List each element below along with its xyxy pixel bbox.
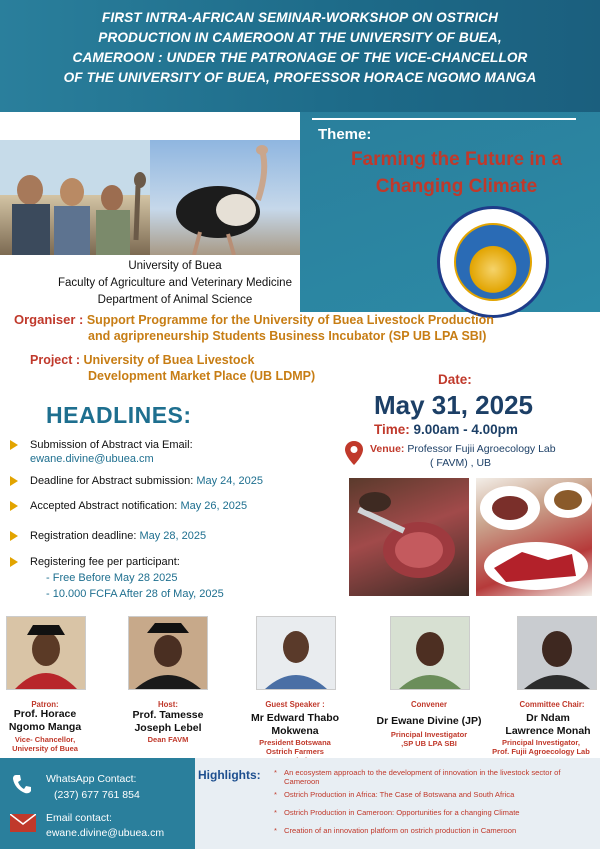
meat-plates-photo: [476, 478, 592, 596]
headline-text: Submission of Abstract via Email:: [30, 439, 193, 451]
host-photo: [128, 616, 208, 690]
institution-line: Department of Animal Science: [97, 294, 253, 306]
header-title-line: OF THE UNIVERSITY OF BUEA, PROFESSOR HORACE NGOMO MANGA: [63, 70, 537, 85]
guest-speaker-photo: [256, 616, 336, 690]
asterisk-icon: *: [274, 768, 277, 777]
students-photo: [0, 140, 150, 255]
asterisk-icon: *: [274, 826, 277, 835]
convener-photo: [390, 616, 470, 690]
person-name-line: Mokwena: [271, 725, 319, 737]
person-title-line: ,SP UB LPA SBI: [401, 739, 457, 748]
person-title-line: Vice- Chancellor,: [14, 735, 76, 744]
institution-line: University of Buea: [128, 260, 222, 272]
header-title: [10, 8, 590, 88]
person-name: [0, 708, 90, 734]
organiser-label: Organiser :: [14, 312, 84, 327]
whatsapp-label: WhatsApp Contact:: [46, 773, 137, 785]
person-role: Guest Speaker :: [265, 700, 325, 709]
header-title-line: PRODUCTION IN CAMEROON AT THE UNIVERSITY OF BUEA,: [98, 30, 502, 45]
person-name-line: Dr Ndam: [526, 712, 570, 724]
person-title-line: Ostrich Farmers: [266, 747, 324, 756]
person-role: Patron:: [31, 700, 59, 709]
headline-text: Accepted Abstract notification:: [30, 500, 178, 512]
arrow-icon: [10, 501, 18, 511]
ostrich-photo: [150, 140, 300, 255]
university-seal: [437, 206, 549, 318]
project-block: [30, 352, 360, 384]
person-role: Host:: [158, 700, 178, 709]
person-title-line: University of Buea: [12, 744, 78, 753]
person-name: [366, 715, 492, 728]
person-name-line: Mr Edward Thabo: [250, 712, 340, 724]
project-line: University of Buea Livestock: [83, 353, 255, 367]
highlight-text: An ecosystem approach to the development of innovation in the livestock sector of Cameroon: [284, 768, 561, 786]
person-title: [0, 735, 90, 753]
headline-value: May 24, 2025: [196, 475, 263, 487]
headlines-title: [46, 402, 192, 429]
person-name: [496, 712, 600, 738]
envelope-icon: [10, 814, 36, 832]
email-label: Email contact:: [46, 812, 112, 824]
person-title: [482, 738, 600, 756]
date-label: Date:: [438, 372, 472, 387]
highlight-text: Creation of an innovation platform on ostrich production in Cameroon: [284, 826, 517, 835]
theme-line: Farming the Future in a: [350, 149, 563, 170]
seal-emblem: [454, 223, 532, 301]
person-name-line: Prof. Tamesse: [132, 709, 204, 721]
person-role: Convener: [411, 700, 447, 709]
headline-text: Deadline for Abstract submission:: [30, 475, 194, 487]
headlines-title-head: HEAD: [46, 402, 114, 428]
headline-value: May 28, 2025: [139, 530, 207, 542]
patron-photo: [6, 616, 86, 690]
fee-line: - Free Before May 28 2025: [46, 572, 178, 584]
phone-icon: [12, 773, 32, 795]
person-title-line: Dean FAVM: [147, 735, 189, 744]
email-value: ewane.divine@ubuea.cm: [46, 827, 165, 839]
headline-value: ewane.divine@ubuea.cm: [30, 453, 154, 465]
committee-chair-photo: [517, 616, 597, 690]
organiser-line: and agripreneurship Students Business Incubator (SP UB LPA SBI): [88, 329, 487, 343]
headline-text: Registration deadline:: [30, 530, 137, 542]
headline-value: May 26, 2025: [180, 500, 248, 512]
highlight-text: Ostrich Production in Cameroon: Opportunities for a changing Climate: [284, 808, 520, 817]
person-role: Committee Chair:: [519, 700, 585, 709]
person-name-line: Prof. Horace: [13, 708, 77, 720]
asterisk-icon: *: [274, 790, 277, 799]
person-name: [234, 712, 356, 738]
event-time: 9.00am - 4.00pm: [413, 422, 518, 437]
highlights-label: Highlights:: [198, 768, 261, 782]
person-title-line: Principal Investigator: [390, 730, 468, 739]
venue-line: ( FAVM) , UB: [430, 457, 492, 469]
time-row: [374, 422, 518, 437]
person-title: [116, 735, 220, 744]
header-title-line: FIRST INTRA-AFRICAN SEMINAR-WORKSHOP ON OSTRICH: [101, 10, 499, 25]
highlight-text: Ostrich Production in Africa: The Case of Botswana and South Africa: [284, 790, 515, 799]
institution-line: Faculty of Agriculture and Veterinary Medicine: [58, 277, 292, 289]
meat-carving-photo: [349, 478, 469, 596]
arrow-icon: [10, 557, 18, 567]
person-name-line: Ngomo Manga: [8, 721, 82, 733]
divider: [312, 118, 576, 120]
theme-text: [314, 146, 599, 200]
venue-label: Venue:: [370, 443, 405, 455]
headlines-title-tail: LINES:: [113, 402, 192, 428]
venue-line: Professor Fujii Agroecology Lab: [407, 443, 556, 455]
arrow-icon: [10, 531, 18, 541]
person-name-line: Joseph Lebel: [134, 722, 202, 734]
event-date: May 31, 2025: [374, 390, 534, 420]
organiser-line: Support Programme for the University of Buea Livestock Production: [86, 313, 494, 327]
person-title-line: Principal Investigator,: [502, 738, 580, 747]
header-title-line: CAMEROON : UNDER THE PATRONAGE OF THE VICE-CHANCELLOR: [72, 50, 528, 65]
fee-line: - 10.000 FCFA After 28 of May, 2025: [46, 588, 224, 600]
organiser-block: [14, 312, 594, 344]
person-name: [116, 709, 220, 735]
person-name-line: Lawrence Monah: [505, 725, 591, 737]
arrow-icon: [10, 476, 18, 486]
theme-label: Theme:: [318, 126, 372, 143]
person-title-line: Prof. Fujii Agroecology Lab: [492, 747, 590, 756]
arrow-icon: [10, 440, 18, 450]
person-title: [372, 730, 486, 748]
project-line: Development Market Place (UB LDMP): [88, 369, 316, 383]
headline-text: Registering fee per participant:: [30, 556, 180, 568]
location-pin-icon: [344, 440, 364, 466]
institution-block: [10, 258, 340, 309]
person-title-line: President Botswana: [259, 738, 331, 747]
project-label: Project :: [30, 353, 81, 367]
time-label: Time:: [374, 422, 410, 437]
theme-line: Changing Climate: [375, 176, 538, 197]
whatsapp-value: (237) 677 761 854: [54, 789, 140, 801]
person-name-line: Dr Ewane Divine (JP): [376, 715, 482, 727]
asterisk-icon: *: [274, 808, 277, 817]
